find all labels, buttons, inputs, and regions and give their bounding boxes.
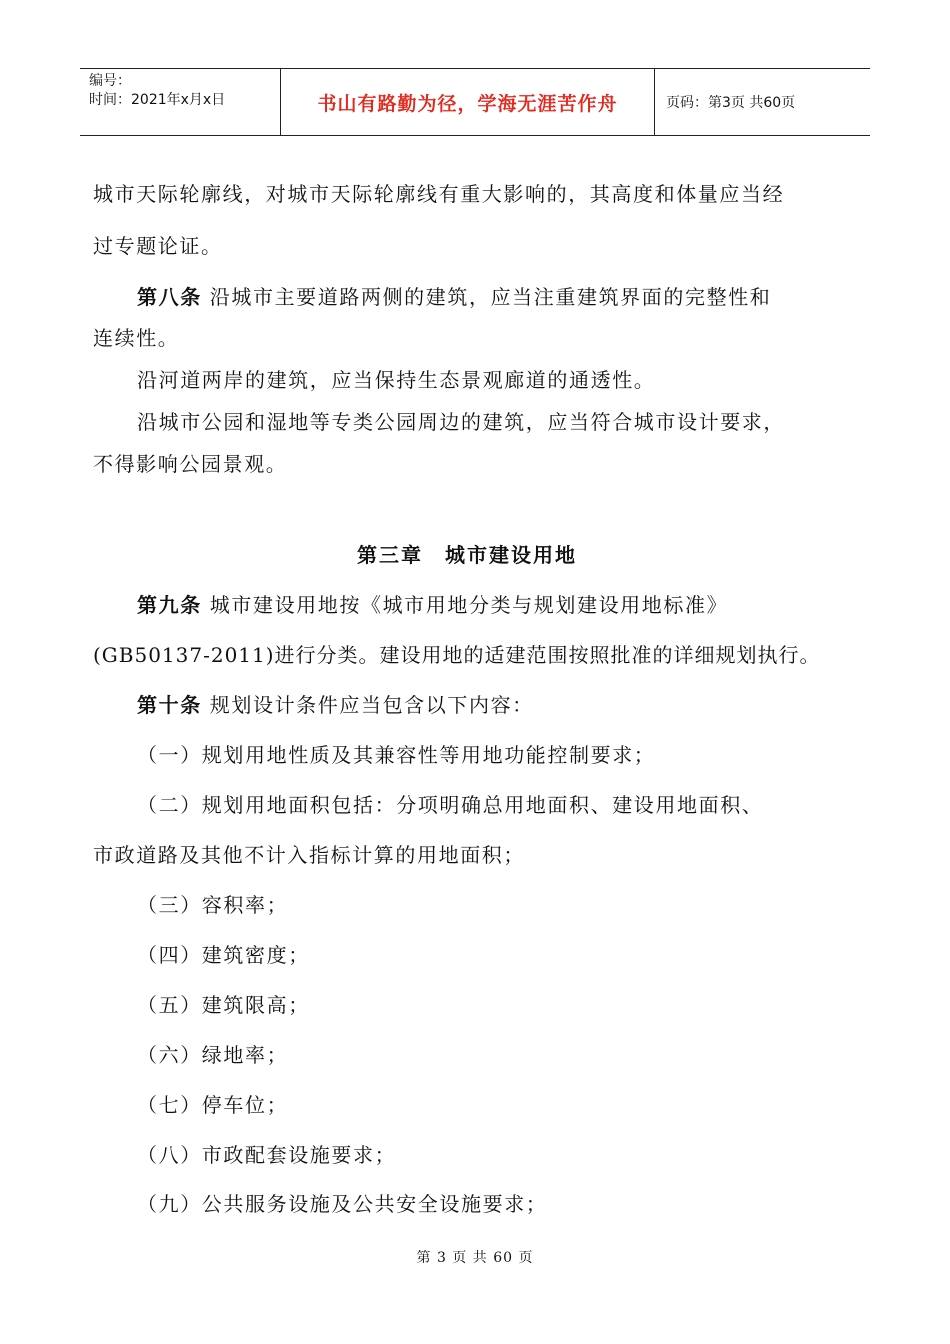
- chapter-title: 第三章 城市建设用地: [357, 543, 577, 567]
- list-item: （三）容积率；: [137, 893, 289, 917]
- list-item: （九）公共服务设施及公共安全设施要求；: [137, 1192, 548, 1216]
- article-8: [137, 281, 907, 310]
- document-header: [80, 68, 870, 136]
- article-9-label: 第九条: [137, 593, 202, 617]
- list-item: （二）规划用地面积包括：分项明确总用地面积、建设用地面积、: [137, 793, 764, 817]
- list-item: （一）规划用地性质及其兼容性等用地功能控制要求；: [137, 743, 656, 767]
- time-label: 时间：2021年x月x日: [89, 92, 226, 108]
- paragraph-line: 沿河道两岸的建筑，应当保持生态景观廊道的通透性。: [137, 368, 656, 392]
- article-10: [137, 689, 907, 718]
- list-item-continuation: 市政道路及其他不计入指标计算的用地面积；: [93, 843, 525, 867]
- list-item: （八）市政配套设施要求；: [137, 1143, 397, 1167]
- paragraph-line: (GB50137-2011)进行分类。建设用地的适建范围按照批准的详细规划执行。: [93, 643, 821, 667]
- paragraph-line: 过专题论证。: [93, 234, 223, 258]
- article-8-text: 沿城市主要道路两侧的建筑，应当注重建筑界面的完整性和: [201, 285, 772, 309]
- header-meta-cell: [80, 69, 281, 135]
- number-label: 编号：: [89, 73, 131, 89]
- page-info: 页码：第3页 共60页: [666, 95, 796, 111]
- list-item: （五）建筑限高；: [137, 993, 310, 1017]
- article-9-text: 城市建设用地按《城市用地分类与规划建设用地标准》: [201, 593, 729, 617]
- paragraph-line: 沿城市公园和湿地等专类公园周边的建筑，应当符合城市设计要求，: [137, 410, 785, 434]
- article-10-text: 规划设计条件应当包含以下内容：: [201, 693, 534, 717]
- paragraph-line: 城市天际轮廓线，对城市天际轮廓线有重大影响的，其高度和体量应当经: [93, 182, 785, 206]
- article-9: [137, 589, 907, 618]
- article-10-label: 第十条: [137, 693, 202, 717]
- page-footer: 第 3 页 共 60 页: [416, 1250, 534, 1266]
- header-motto-cell: [281, 69, 655, 135]
- list-item: （六）绿地率；: [137, 1043, 289, 1067]
- motto-text: 书山有路勤为径，学海无涯苦作舟: [317, 92, 618, 115]
- header-page-cell: [655, 69, 870, 135]
- list-item: （七）停车位；: [137, 1093, 289, 1117]
- article-8-label: 第八条: [137, 285, 202, 309]
- list-item: （四）建筑密度；: [137, 943, 310, 967]
- paragraph-line: 连续性。: [93, 326, 180, 350]
- paragraph-line: 不得影响公园景观。: [93, 452, 288, 476]
